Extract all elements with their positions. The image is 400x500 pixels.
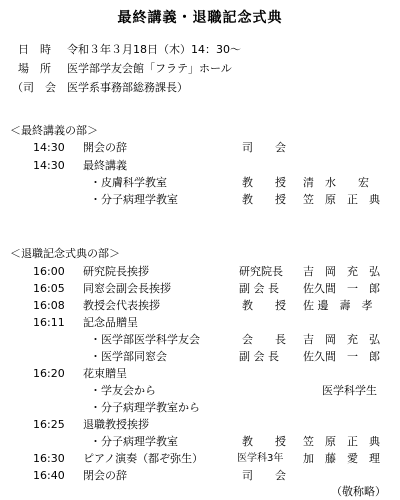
row-item: 教授会代表挨拶 xyxy=(83,299,160,312)
place-value: 医学部学友会館「フラテ」ホール xyxy=(67,62,232,75)
row-role: 教 授 xyxy=(242,435,286,448)
row-time: 16:11 xyxy=(33,316,65,329)
row-time: 16:08 xyxy=(33,299,65,312)
row-person: 清 水 宏 xyxy=(303,176,369,189)
row-time: 16:40 xyxy=(33,469,65,482)
section-heading-ceremony: ＜退職記念式典の部＞ xyxy=(10,247,120,260)
row-person: 医学科学生 xyxy=(322,384,377,397)
row-role: 教 授 xyxy=(242,176,286,189)
row-item: 同窓会副会長挨拶 xyxy=(83,282,171,295)
row-role: 教 授 xyxy=(242,299,286,312)
row-role: 研究院長 xyxy=(239,265,283,278)
row-item: ・医学部医学科学友会 xyxy=(90,333,200,346)
page-title: 最終講義・退職記念式典 xyxy=(117,10,283,26)
row-item: ・分子病理学教室から xyxy=(90,401,200,414)
date-label: 日 時 xyxy=(18,43,51,56)
row-time: 16:20 xyxy=(33,367,65,380)
row-item: 花束贈呈 xyxy=(83,367,127,380)
row-item: ピアノ演奏（都ぞ弥生） xyxy=(83,452,204,465)
row-person: 加 藤 愛 理 xyxy=(303,452,380,465)
row-item: ・皮膚科学教室 xyxy=(90,176,167,189)
row-time: 16:30 xyxy=(33,452,65,465)
row-role: 教 授 xyxy=(242,193,286,206)
date-value: 令和３年３月18日（木）14：30〜 xyxy=(67,43,241,56)
mc-note: （司 会 医学系事務部総務課長） xyxy=(12,81,188,94)
row-person: 笠 原 正 典 xyxy=(303,193,380,206)
row-role: 副 会 長 xyxy=(239,282,279,295)
row-role: 副 会 長 xyxy=(239,350,279,363)
row-role: 医学科3年 xyxy=(237,453,284,464)
row-person: 佐 邊 壽 孝 xyxy=(303,299,373,312)
section-heading-lecture: ＜最終講義の部＞ xyxy=(10,124,98,137)
row-time: 14:30 xyxy=(33,141,65,154)
row-person: 笠 原 正 典 xyxy=(303,435,380,448)
row-person: 佐久間 一 郎 xyxy=(303,350,380,363)
row-item: 開会の辞 xyxy=(83,141,127,154)
row-item: 記念品贈呈 xyxy=(83,316,138,329)
row-item: 最終講義 xyxy=(83,159,127,172)
row-time: 16:00 xyxy=(33,265,65,278)
place-label: 場 所 xyxy=(18,62,51,75)
row-item: ・医学部同窓会 xyxy=(90,350,167,363)
row-item: 退職教授挨拶 xyxy=(83,418,149,431)
row-role: 司 会 xyxy=(242,141,286,154)
row-person: 吉 岡 充 弘 xyxy=(303,265,380,278)
row-time: 14:30 xyxy=(33,159,65,172)
row-role: 会 長 xyxy=(242,333,286,346)
row-person: 佐久間 一 郎 xyxy=(303,282,380,295)
row-item: ・学友会から xyxy=(90,384,156,397)
row-time: 16:05 xyxy=(33,282,65,295)
row-time: 16:25 xyxy=(33,418,65,431)
row-item: ・分子病理学教室 xyxy=(90,435,178,448)
row-person: 吉 岡 充 弘 xyxy=(303,333,380,346)
row-item: ・分子病理学教室 xyxy=(90,193,178,206)
row-item: 研究院長挨拶 xyxy=(83,265,149,278)
row-role: 司 会 xyxy=(242,469,286,482)
honorific-note: （敬称略） xyxy=(331,485,386,498)
row-item: 閉会の辞 xyxy=(83,469,127,482)
